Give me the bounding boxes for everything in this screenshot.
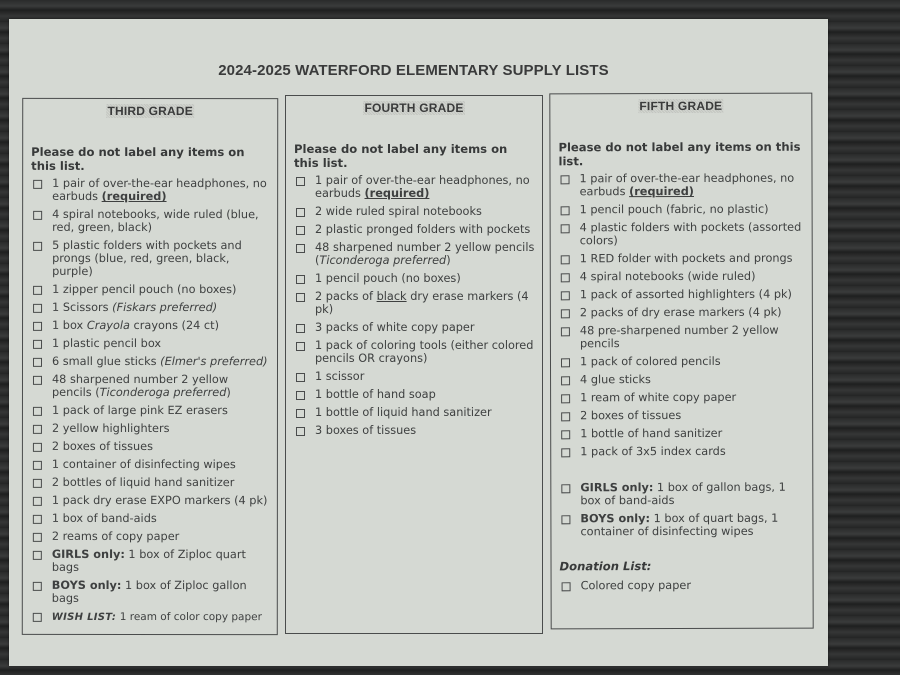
checkbox-icon[interactable] — [33, 180, 42, 189]
list-item: 1 bottle of hand soap — [294, 388, 536, 401]
list-item: 2 boxes of tissues — [559, 409, 806, 423]
checkbox-icon[interactable] — [561, 358, 570, 367]
list-item: 1 pair of over-the-ear headphones, no earbuds (required) — [294, 174, 536, 200]
list-item: BOYS only: 1 box of quart bags, 1 container of disinfecting wipes — [559, 512, 806, 539]
no-label-notice: Please do not label any items on this list. — [294, 142, 508, 170]
checkbox-icon[interactable] — [33, 340, 42, 349]
document-title: 2024-2025 WATERFORD ELEMENTARY SUPPLY LISTS — [218, 62, 609, 79]
list-item: 2 boxes of tissues — [31, 440, 271, 453]
checkbox-icon[interactable] — [561, 224, 570, 233]
list-item: 1 pair of over-the-ear headphones, no earbuds (required) — [31, 177, 271, 203]
checkbox-icon[interactable] — [561, 273, 570, 282]
list-item: 1 box of band-aids — [31, 512, 271, 525]
checkbox-icon[interactable] — [33, 376, 42, 385]
list-item: 1 pack of 3x5 index cards — [559, 445, 806, 459]
checkbox-icon[interactable] — [296, 293, 305, 302]
checkbox-icon[interactable] — [561, 255, 570, 264]
list-item: 4 spiral notebooks, wide ruled (blue, red, green, black) — [31, 208, 271, 234]
list-item: 4 glue sticks — [559, 373, 806, 387]
list-item: 48 sharpened number 2 yellow pencils (Ticonderoga preferred) — [31, 373, 271, 399]
list-item: 2 wide ruled spiral notebooks — [294, 205, 536, 218]
list-item: 1 pencil pouch (fabric, no plastic) — [559, 203, 806, 217]
list-item: 1 ream of white copy paper — [559, 391, 806, 405]
checkbox-icon[interactable] — [33, 242, 42, 251]
checkbox-icon[interactable] — [562, 582, 571, 591]
checkbox-icon[interactable] — [296, 373, 305, 382]
checkbox-icon[interactable] — [33, 211, 42, 220]
checkbox-icon[interactable] — [33, 613, 42, 622]
list-item: WISH LIST: 1 ream of color copy paper — [31, 610, 271, 624]
list-item: 48 sharpened number 2 yellow pencils (Ticonderoga preferred) — [294, 241, 536, 267]
checkbox-icon[interactable] — [296, 226, 305, 235]
checkbox-icon[interactable] — [561, 412, 570, 421]
required-tag: (required) — [629, 184, 694, 199]
checkbox-icon[interactable] — [296, 244, 305, 253]
list-item: 4 plastic folders with pockets (assorted colors) — [559, 221, 806, 248]
no-label-notice: Please do not label any items on this list. — [558, 139, 801, 169]
list-item: 2 yellow highlighters — [31, 422, 271, 435]
checkbox-icon[interactable] — [33, 551, 42, 560]
list-item: GIRLS only: 1 box of Ziploc quart bags — [31, 548, 271, 574]
checkbox-icon[interactable] — [33, 443, 42, 452]
fifth-grade-column — [549, 93, 813, 630]
list-item: 1 pack dry erase EXPO markers (4 pk) — [31, 494, 271, 507]
list-item: 2 plastic pronged folders with pockets — [294, 223, 536, 236]
list-item: 5 plastic folders with pockets and prongs (blue, red, green, black, purple) — [31, 239, 271, 278]
checkbox-icon[interactable] — [296, 342, 305, 351]
checkbox-icon[interactable] — [33, 582, 42, 591]
list-item: 1 pack of coloring tools (either colored pencils OR crayons) — [294, 339, 536, 365]
list-item: 2 bottles of liquid hand sanitizer — [31, 476, 271, 489]
checkbox-icon[interactable] — [561, 309, 570, 318]
checkbox-icon[interactable] — [33, 515, 42, 524]
checkbox-icon[interactable] — [33, 304, 42, 313]
checkbox-icon[interactable] — [33, 533, 42, 542]
checkbox-icon[interactable] — [33, 286, 42, 295]
checkbox-icon[interactable] — [33, 407, 42, 416]
checkbox-icon[interactable] — [561, 376, 570, 385]
list-item: 1 zipper pencil pouch (no boxes) — [31, 283, 271, 296]
list-item: 1 pack of colored pencils — [559, 355, 806, 369]
checkbox-icon[interactable] — [296, 275, 305, 284]
checkbox-icon[interactable] — [296, 409, 305, 418]
list-item: 1 bottle of liquid hand sanitizer — [294, 406, 536, 419]
list-item: 1 pencil pouch (no boxes) — [294, 272, 536, 285]
checkbox-icon[interactable] — [33, 461, 42, 470]
list-item: 1 container of disinfecting wipes — [31, 458, 271, 471]
list-item: 1 bottle of hand sanitizer — [559, 427, 806, 441]
checkbox-icon[interactable] — [561, 484, 570, 493]
list-item: 3 packs of white copy paper — [294, 321, 536, 334]
list-item: 48 pre-sharpened number 2 yellow pencils — [559, 324, 806, 351]
checkbox-icon[interactable] — [561, 448, 570, 457]
list-item: 1 RED folder with pockets and prongs — [559, 252, 806, 266]
checkbox-icon[interactable] — [33, 358, 42, 367]
third-grade-heading: THIRD GRADE — [107, 103, 193, 119]
third-grade-column — [22, 98, 278, 635]
checkbox-icon[interactable] — [296, 391, 305, 400]
checkbox-icon[interactable] — [296, 427, 305, 436]
fourth-grade-column — [285, 95, 543, 634]
required-tag: (required) — [101, 189, 167, 204]
list-item: 1 box Crayola crayons (24 ct) — [31, 319, 271, 332]
list-item: 1 scissor — [294, 370, 536, 383]
no-label-notice: Please do not label any items on this list. — [31, 144, 245, 173]
checkbox-icon[interactable] — [561, 430, 570, 439]
fourth-grade-heading: FOURTH GRADE — [364, 101, 464, 115]
checkbox-icon[interactable] — [561, 175, 570, 184]
list-item: 1 pack of large pink EZ erasers — [31, 404, 271, 417]
checkbox-icon[interactable] — [296, 324, 305, 333]
list-item: GIRLS only: 1 box of gallon bags, 1 box of band-aids — [559, 481, 806, 508]
donation-list-heading: Donation List: — [559, 559, 652, 574]
checkbox-icon[interactable] — [561, 515, 570, 524]
list-item: 2 reams of copy paper — [31, 530, 271, 543]
fifth-grade-heading: FIFTH GRADE — [639, 98, 723, 114]
checkbox-icon[interactable] — [561, 206, 570, 215]
checkbox-icon[interactable] — [561, 327, 570, 336]
checkbox-icon[interactable] — [33, 322, 42, 331]
list-item: 1 pack of assorted highlighters (4 pk) — [559, 288, 806, 302]
list-item: 1 pair of over-the-ear headphones, no earbuds (required) — [559, 172, 806, 199]
list-item: 4 spiral notebooks (wide ruled) — [559, 270, 806, 284]
checkbox-icon[interactable] — [296, 177, 305, 186]
checkbox-icon[interactable] — [561, 394, 570, 403]
checkbox-icon[interactable] — [561, 291, 570, 300]
checkbox-icon[interactable] — [296, 208, 305, 217]
list-item: 1 plastic pencil box — [31, 337, 271, 350]
list-item: 2 packs of dry erase markers (4 pk) — [559, 306, 806, 320]
supply-list-sheet — [9, 19, 828, 666]
checkbox-icon[interactable] — [33, 479, 42, 488]
list-item: BOYS only: 1 box of Ziploc gallon bags — [31, 579, 271, 605]
list-item: 3 boxes of tissues — [294, 424, 536, 437]
list-item: 1 Scissors (Fiskars preferred) — [31, 301, 271, 314]
required-tag: (required) — [364, 187, 430, 200]
list-item: 6 small glue sticks (Elmer's preferred) — [31, 355, 271, 368]
list-item: 2 packs of black dry erase markers (4 pk) — [294, 290, 536, 316]
checkbox-icon[interactable] — [33, 497, 42, 506]
list-item: Colored copy paper — [560, 579, 807, 593]
checkbox-icon[interactable] — [33, 425, 42, 434]
